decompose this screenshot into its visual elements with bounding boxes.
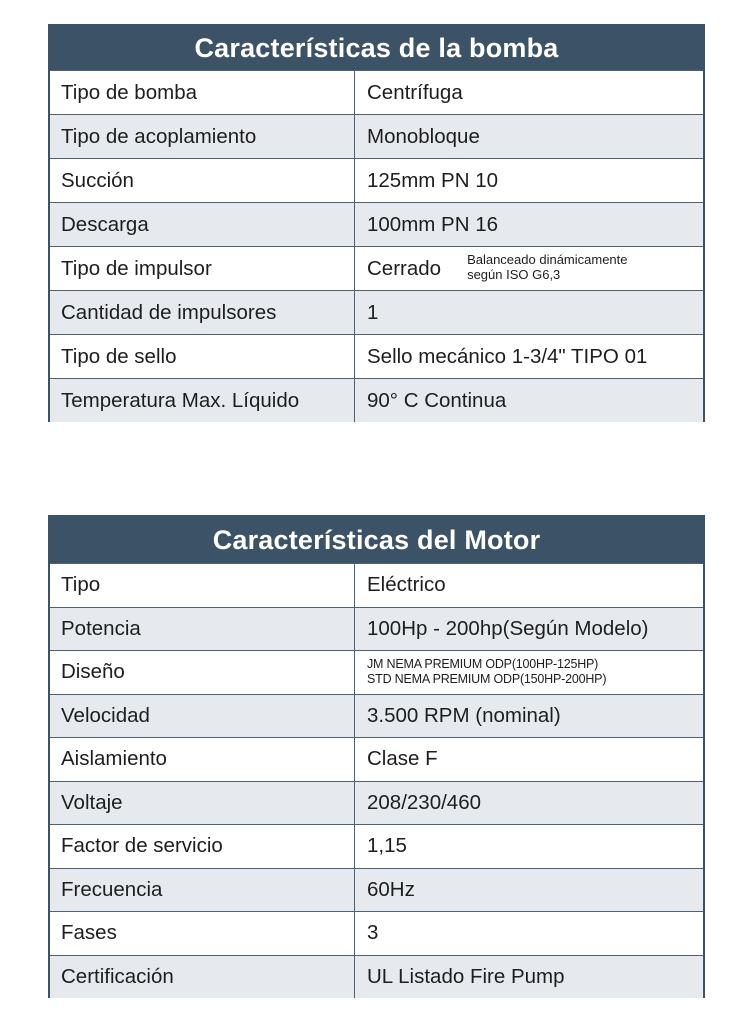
table-row bbox=[50, 70, 703, 114]
row-value: 3.500 RPM (nominal) bbox=[367, 703, 561, 727]
row-label: Descarga bbox=[50, 203, 355, 246]
motor-specs-title: Características del Motor bbox=[50, 517, 703, 563]
row-label: Diseño bbox=[50, 651, 355, 694]
row-label: Tipo de acoplamiento bbox=[50, 115, 355, 158]
row-label: Frecuencia bbox=[50, 869, 355, 912]
row-label: Factor de servicio bbox=[50, 825, 355, 868]
row-label: Succión bbox=[50, 159, 355, 202]
table-row bbox=[50, 378, 703, 422]
row-value bbox=[355, 247, 703, 290]
balancing-note-line2: según ISO G6,3 bbox=[467, 266, 561, 282]
row-label: Certificación bbox=[50, 956, 355, 999]
table-row bbox=[50, 334, 703, 378]
table-row bbox=[50, 911, 703, 955]
row-value bbox=[355, 651, 703, 694]
row-label: Voltaje bbox=[50, 782, 355, 825]
balancing-note bbox=[467, 252, 627, 282]
row-value: Monobloque bbox=[367, 124, 480, 148]
row-value: 90° C Continua bbox=[367, 388, 507, 412]
impeller-type-value: Cerrado bbox=[367, 256, 442, 280]
row-label: Temperatura Max. Líquido bbox=[50, 379, 355, 422]
row-value: 3 bbox=[367, 921, 379, 945]
table-row bbox=[50, 607, 703, 651]
row-value: 100mm PN 16 bbox=[367, 212, 499, 236]
row-value: 1,15 bbox=[367, 834, 407, 858]
row-label: Cantidad de impulsores bbox=[50, 291, 355, 334]
row-value: 1 bbox=[367, 300, 379, 324]
design-line-1: JM NEMA PREMIUM ODP(100HP-125HP) bbox=[367, 657, 599, 672]
row-label: Tipo bbox=[50, 564, 355, 607]
row-value: Clase F bbox=[367, 747, 438, 771]
row-value: 125mm PN 10 bbox=[367, 168, 499, 192]
row-label: Aislamiento bbox=[50, 738, 355, 781]
row-value: 100Hp - 200hp(Según Modelo) bbox=[367, 616, 649, 640]
row-label: Tipo de impulsor bbox=[50, 247, 355, 290]
pump-specs-title: Características de la bomba bbox=[50, 26, 703, 70]
table-row bbox=[50, 781, 703, 825]
table-row bbox=[50, 202, 703, 246]
row-value: Centrífuga bbox=[367, 80, 463, 104]
row-value: UL Listado Fire Pump bbox=[367, 964, 565, 988]
row-value: 208/230/460 bbox=[367, 790, 482, 814]
table-row bbox=[50, 737, 703, 781]
pump-specs-table bbox=[48, 24, 705, 422]
table-row bbox=[50, 563, 703, 607]
table-row bbox=[50, 290, 703, 334]
table-row bbox=[50, 114, 703, 158]
row-value: Eléctrico bbox=[367, 573, 446, 597]
row-label: Tipo de bomba bbox=[50, 71, 355, 114]
row-label: Tipo de sello bbox=[50, 335, 355, 378]
balancing-note-line1: Balanceado dinámicamente bbox=[467, 251, 628, 267]
table-row bbox=[50, 694, 703, 738]
table-row bbox=[50, 868, 703, 912]
row-value: Sello mecánico 1-3/4" TIPO 01 bbox=[367, 344, 648, 368]
table-row bbox=[50, 246, 703, 290]
table-row bbox=[50, 955, 703, 999]
motor-specs-table bbox=[48, 515, 705, 998]
table-row bbox=[50, 824, 703, 868]
row-value: 60Hz bbox=[367, 877, 415, 901]
design-line-2: STD NEMA PREMIUM ODP(150HP-200HP) bbox=[367, 672, 607, 687]
row-label: Velocidad bbox=[50, 695, 355, 738]
row-label: Fases bbox=[50, 912, 355, 955]
table-row bbox=[50, 158, 703, 202]
row-label: Potencia bbox=[50, 608, 355, 651]
table-row bbox=[50, 650, 703, 694]
